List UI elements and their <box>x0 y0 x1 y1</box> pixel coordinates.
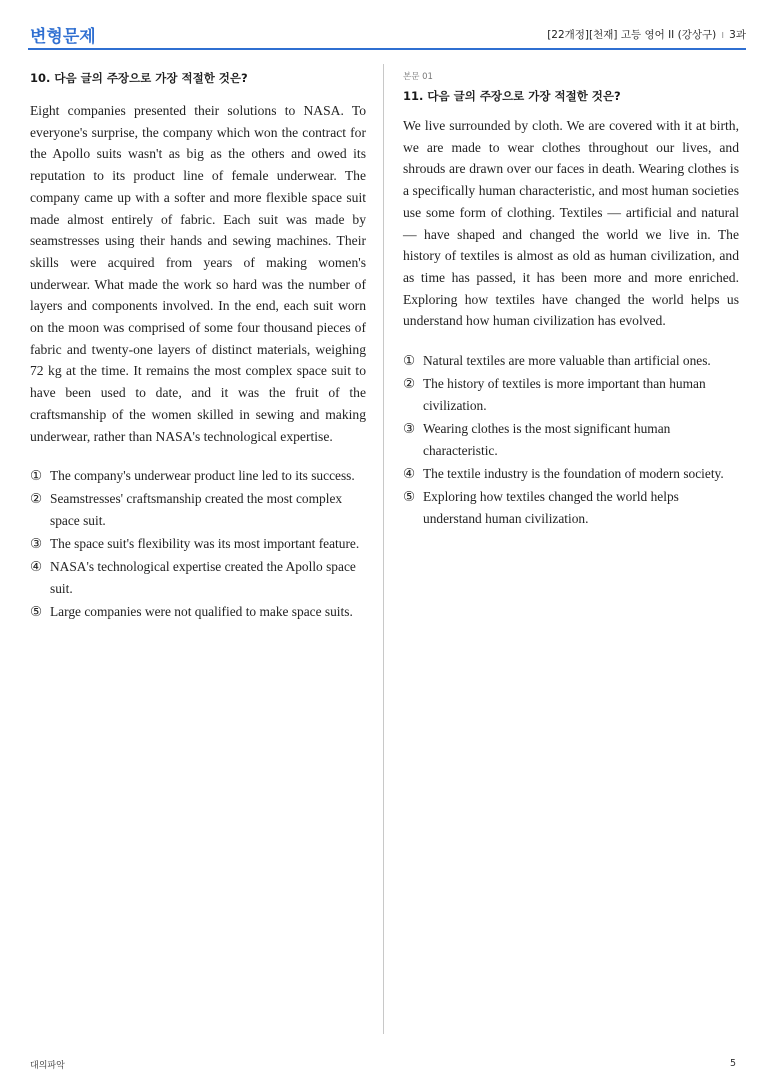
option-text: Large companies were not qualified to make space suits. <box>50 604 353 620</box>
answer-option[interactable] <box>30 488 366 532</box>
brand-title: 변형문제 <box>30 27 96 47</box>
header-separator: ı <box>721 29 725 41</box>
answer-option[interactable] <box>30 533 366 555</box>
answer-option[interactable] <box>30 465 366 487</box>
answer-option[interactable] <box>403 463 739 485</box>
option-number: ③ <box>30 536 43 552</box>
option-number: ⑤ <box>30 604 43 620</box>
option-number: ⑤ <box>403 489 416 505</box>
answer-options <box>30 465 366 623</box>
option-text: The company's underwear product line led to its success. <box>50 468 355 484</box>
answer-option[interactable] <box>30 556 366 600</box>
answer-option[interactable] <box>403 350 739 372</box>
page-number: 5 <box>729 1058 736 1069</box>
option-text: NASA's technological expertise created the Apollo space suit. <box>50 559 356 597</box>
question-11 <box>403 70 739 531</box>
option-number: ④ <box>403 466 416 482</box>
passage-label: 본문 01 <box>403 72 433 82</box>
option-number: ② <box>30 491 43 507</box>
option-text: Seamstresses' craftsmanship created the most complex space suit. <box>50 491 343 529</box>
lesson-number: 3과 <box>729 29 746 41</box>
option-text: Exploring how textiles changed the world helps understand human civilization. <box>423 489 679 527</box>
option-text: The textile industry is the foundation of modern society. <box>423 466 724 482</box>
option-text: The space suit's flexibility was its most important feature. <box>50 536 360 552</box>
answer-option[interactable] <box>403 418 739 462</box>
option-number: ③ <box>403 421 416 437</box>
footer-publisher: 대의파악 <box>30 1061 65 1071</box>
answer-option[interactable] <box>403 486 739 530</box>
option-text: The history of textiles is more important than human civilization. <box>423 376 706 414</box>
column-divider <box>383 64 384 1034</box>
question-title: 11. 다음 글의 주장으로 가장 적절한 것은? <box>403 89 621 103</box>
option-text: Natural textiles are more valuable than artificial ones. <box>423 353 711 369</box>
course-name: [22개정][천재] 고등 영어 II (강상구) <box>547 29 717 41</box>
answer-option[interactable] <box>30 601 366 623</box>
question-title: 10. 다음 글의 주장으로 가장 적절한 것은? <box>30 71 248 85</box>
course-info <box>547 27 746 42</box>
question-passage: We live surrounded by cloth. We are covered with it at birth, we are made to wear clothes throughout our lives, and shrouds are drawn over our faces in death. Wearing clothes is a specifically human characteristic, and most human societies use some form of clothing. Textiles — artificial and natural — have shaped and changed the world we live in. The history of textiles is almost as old as human civilization, and as time has passed, it has been more and more enriched. Exploring how textiles have changed the world helps us understand how human civilization has evolved. <box>403 118 739 329</box>
page-header <box>28 20 746 50</box>
option-number: ④ <box>30 559 43 575</box>
answer-option[interactable] <box>403 373 739 417</box>
question-passage: Eight companies presented their solutions to NASA. To everyone's surprise, the company which won the contract for the Apollo suits wasn't as big as the others and owed its reputation to its product line of female underwear. The company came up with a softer and more flexible space suit made almost entirely of fabric. Each suit was made by seamstresses using their hands and sewing machines. Their skills were acquired from years of making women's underwear. What made the work so hard was the number of layers and components involved. In the end, each suit worn on the moon was comprised of some four thousand pieces of fabric and twenty-one layers of distinct materials, weighing 72 kg at the time. It remains the most complex space suit to have been used to date, and it was the fruit of the craftsmanship of the women skilled in sewing and making underwear, rather than NASA's technological expertise. <box>30 103 366 444</box>
option-text: Wearing clothes is the most significant human characteristic. <box>423 421 671 459</box>
question-10 <box>30 70 366 624</box>
option-number: ① <box>30 468 43 484</box>
answer-options <box>403 350 739 530</box>
option-number: ② <box>403 376 416 392</box>
option-number: ① <box>403 353 416 369</box>
